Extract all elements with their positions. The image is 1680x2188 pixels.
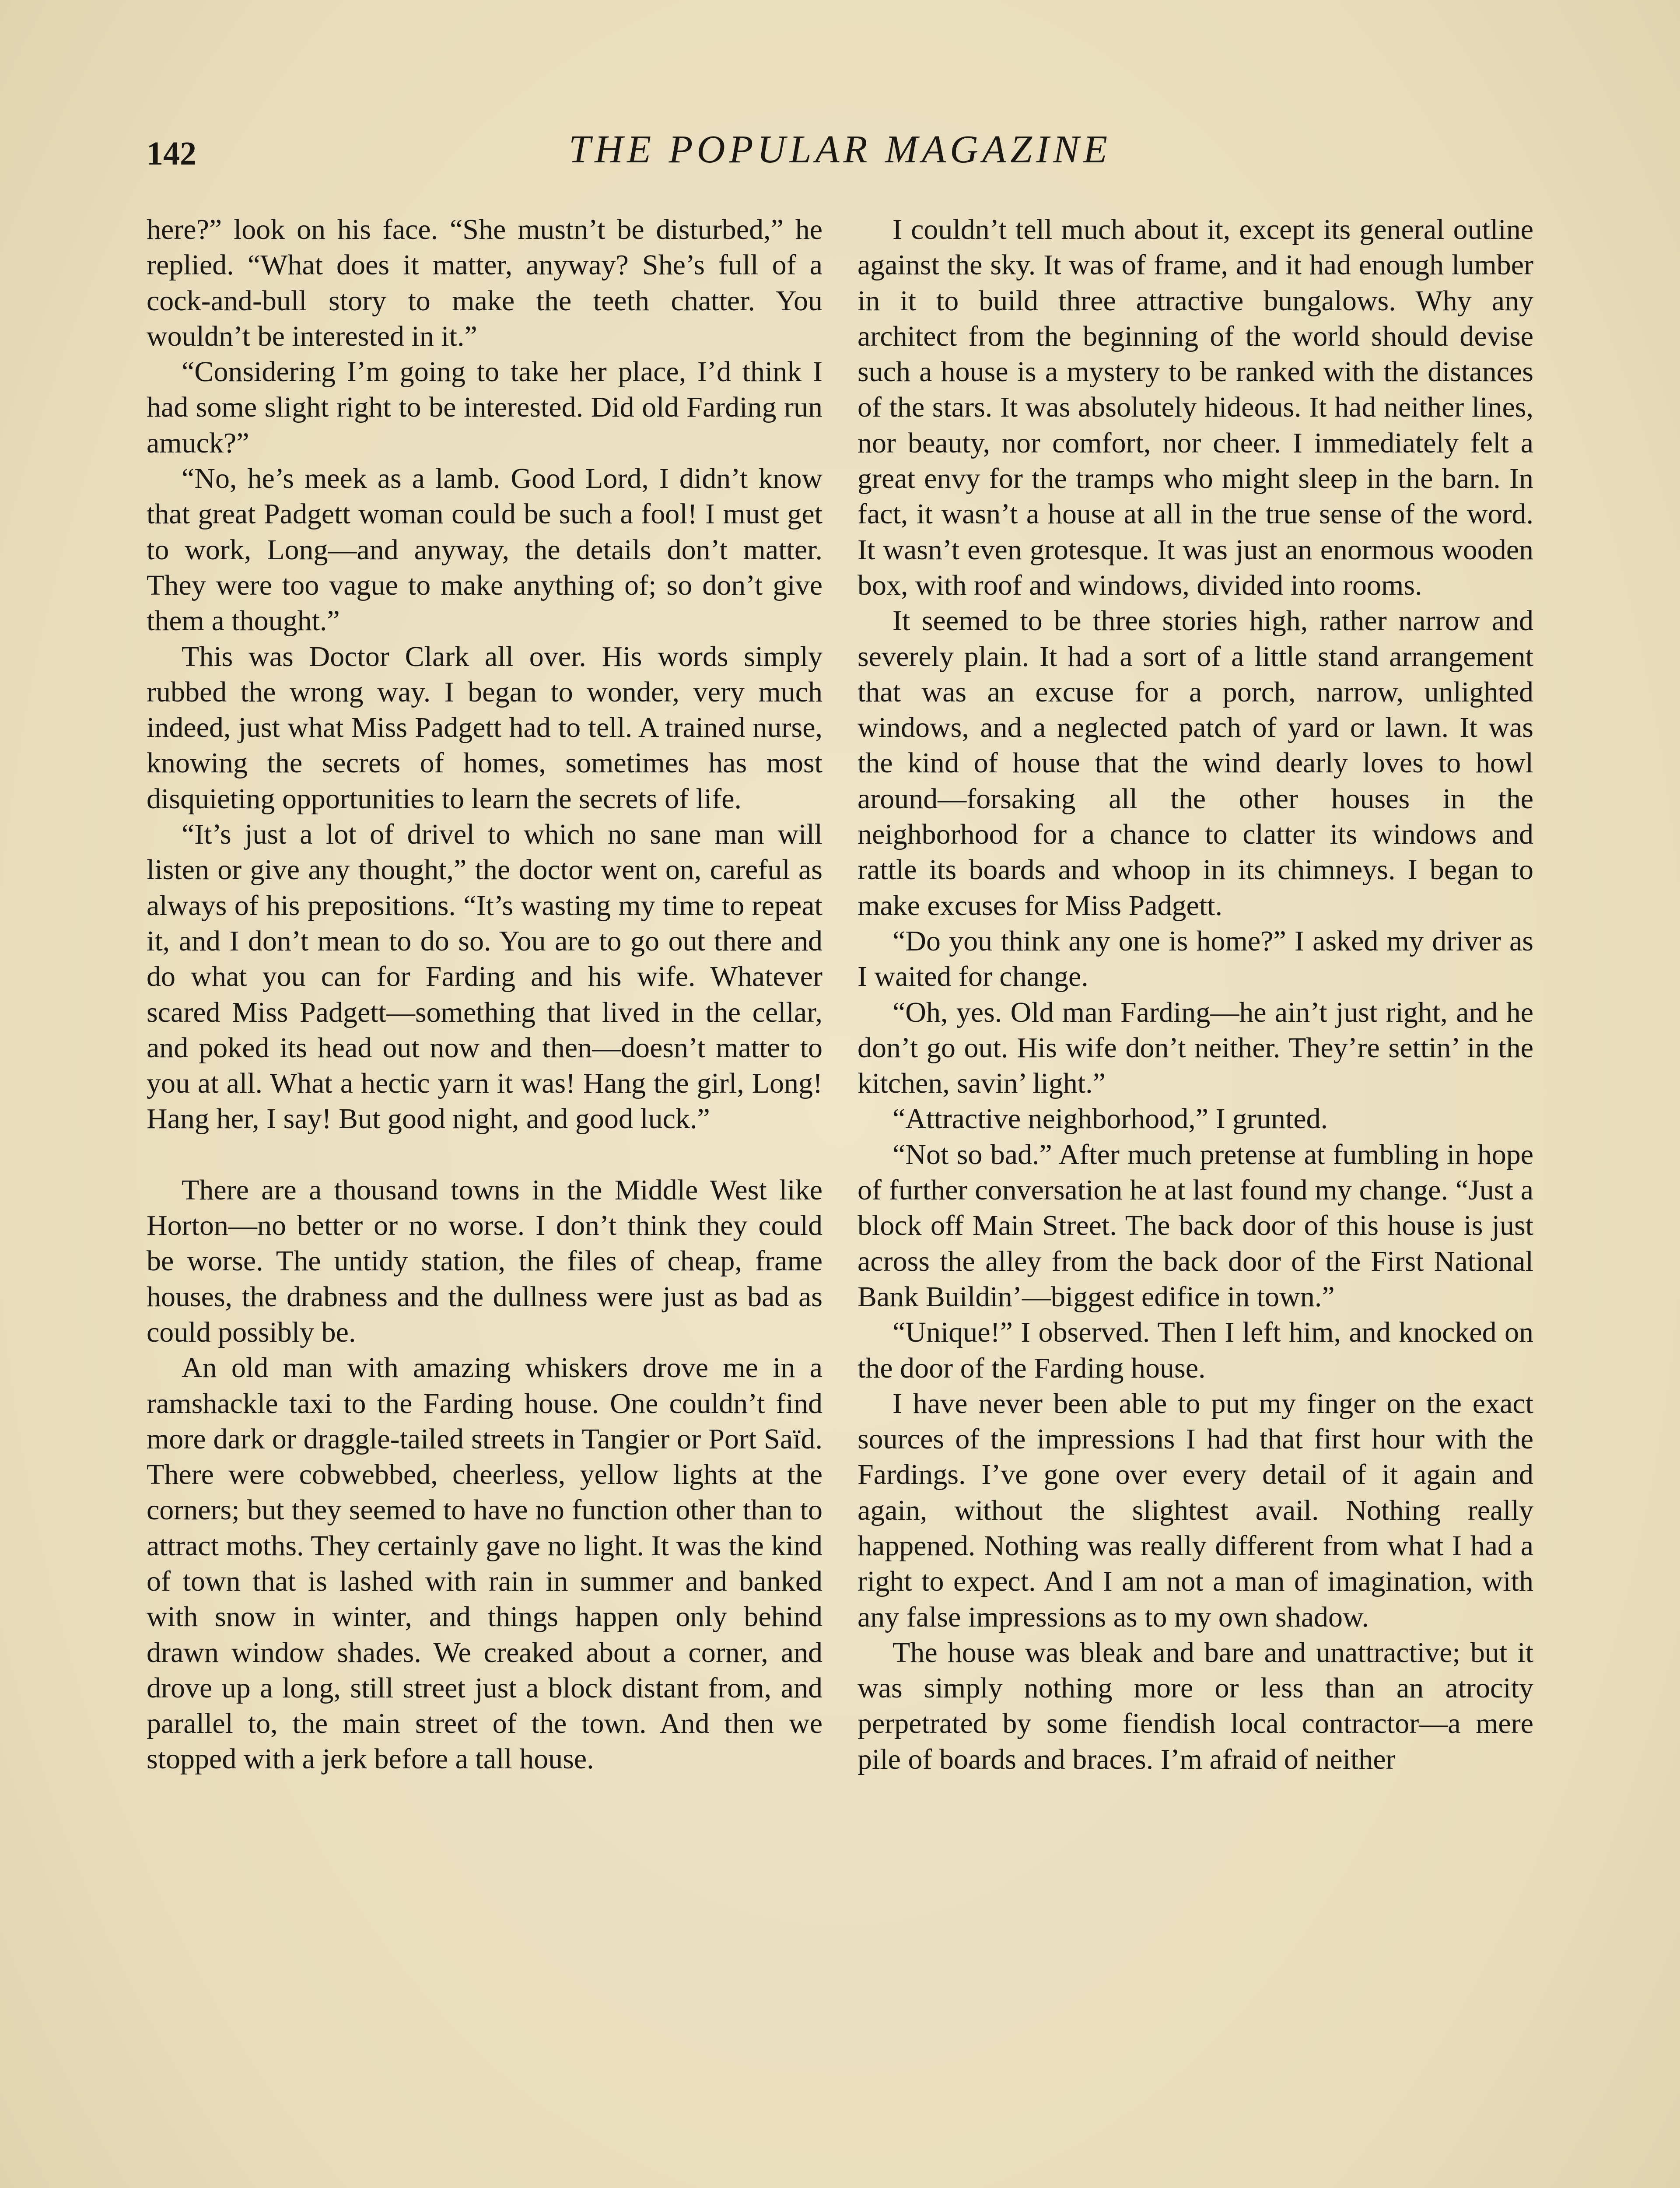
paragraph: This was Doctor Clark all over. His words simply rubbed the wrong way. I began to wonder, very much indeed, just what Miss Padgett had to tell. A trained nurse, knowing the secrets of homes, sometimes has most disquieting opportunities to learn the secrets of life.	[147, 640, 822, 815]
paragraph: “Not so bad.” After much pretense at fumbling in hope of further conversation he at last found my change. “Just a block off Main Street. The back door of this house is just across the alley from the back door of the First National Bank Buildin’—biggest edifice in town.”	[858, 1138, 1533, 1313]
paragraph: It seemed to be three stories high, rather narrow and severely plain. It had a sort of a little stand arrangement that was an excuse for a porch, narrow, unlighted windows, and a neglected patch of yard or lawn. It was the kind of house that the wind dearly loves to howl around—forsaking all the other houses in the neighborhood for a chance to clatter its windows and rattle its boards and whoop in its chimneys. I began to make excuses for Miss Padgett.	[858, 605, 1533, 922]
paragraph: “Attractive neighborhood,” I grunted.	[892, 1103, 1328, 1135]
paragraph: The house was bleak and bare and unattractive; but it was simply nothing more or less than an atrocity perpetrated by some fiendish local contractor—a mere pile of boards and braces. I’m afraid of neither	[858, 1636, 1533, 1775]
paragraph: “It’s just a lot of drivel to which no sane man will listen or give any thought,” the doctor went on, careful as always of his prepositions. “It’s wasting my time to repeat it, and I don’t mean to do so. You are to go out there and do what you can for Farding and his wife. Whatever scared Miss Padgett—something that lived in the cellar, and poked its head out now and then—doesn’t matter to you at all. What a hectic yarn it was! Hang the girl, Long! Hang her, I say! But good night, and good luck.”	[147, 818, 822, 1135]
page-header	[147, 127, 1533, 193]
paragraph: There are a thousand towns in the Middle West like Horton—no better or no worse. I don’t think they could be worse. The untidy station, the files of cheap, frame houses, the drabness and the dullness were just as bad as could possibly be.	[147, 1174, 822, 1348]
paragraph: “Do you think any one is home?” I asked my driver as I waited for change.	[858, 925, 1533, 993]
paragraph: “Considering I’m going to take her place, I’d think I had some slight right to be interested. Did old Farding run amuck?”	[147, 356, 822, 459]
paragraph: An old man with amazing whiskers drove me in a ramshackle taxi to the Farding house. One couldn’t find more dark or draggle-tailed streets in Tangier or Port Saïd. There were cobwebbed, cheerless, yellow lights at the corners; but they seemed to have no function other than to attract moths. They certainly gave no light. It was the kind of town that is lashed with rain in summer and banked with snow in winter, and things happen only behind drawn window shades. We creaked about a corner, and drove up a long, still street just a block distant from, and parallel to, the main street of the town. And then we stopped with a jerk before a tall house.	[147, 1352, 822, 1775]
left-column	[147, 212, 822, 1777]
paragraph: here?” look on his face. “She mustn’t be disturbed,” he replied. “What does it matter, anyway? She’s full of a cock-and-bull story to make the teeth chatter. You wouldn’t be interested in it.”	[147, 214, 822, 352]
right-column	[858, 212, 1533, 1777]
page-number: 142	[147, 135, 196, 172]
paragraph: I couldn’t tell much about it, except its general outline against the sky. It was of frame, and it had enough lumber in it to build three attractive bungalows. Why any architect from the beginning of the world should devise such a house is a mystery to be ranked with the distances of the stars. It was absolutely hideous. It had neither lines, nor beauty, nor comfort, nor cheer. I immediately felt a great envy for the tramps who might sleep in the barn. In fact, it wasn’t a house at all in the true sense of the word. It wasn’t even grotesque. It was just an enormous wooden box, with roof and windows, divided into rooms.	[858, 214, 1533, 601]
running-head: THE POPULAR MAGAZINE	[569, 128, 1111, 171]
paragraph: I have never been able to put my finger on the exact sources of the impressions I had that first hour with the Fardings. I’ve gone over every detail of it again and again, without the slightest avail. Nothing really happened. Nothing was really different from what I had a right to expect. And I am not a man of imagination, with any false impressions as to my own shadow.	[858, 1387, 1533, 1633]
paragraph: “No, he’s meek as a lamb. Good Lord, I didn’t know that great Padgett woman could be such a fool! I must get to work, Long—and anyway, the details don’t matter. They were too vague to make anything of; so don’t give them a thought.”	[147, 463, 822, 637]
paragraph: “Unique!” I observed. Then I left him, and knocked on the door of the Farding house.	[858, 1316, 1533, 1384]
paragraph: “Oh, yes. Old man Farding—he ain’t just right, and he don’t go out. His wife don’t neither. They’re settin’ in the kitchen, savin’ light.”	[858, 996, 1533, 1100]
